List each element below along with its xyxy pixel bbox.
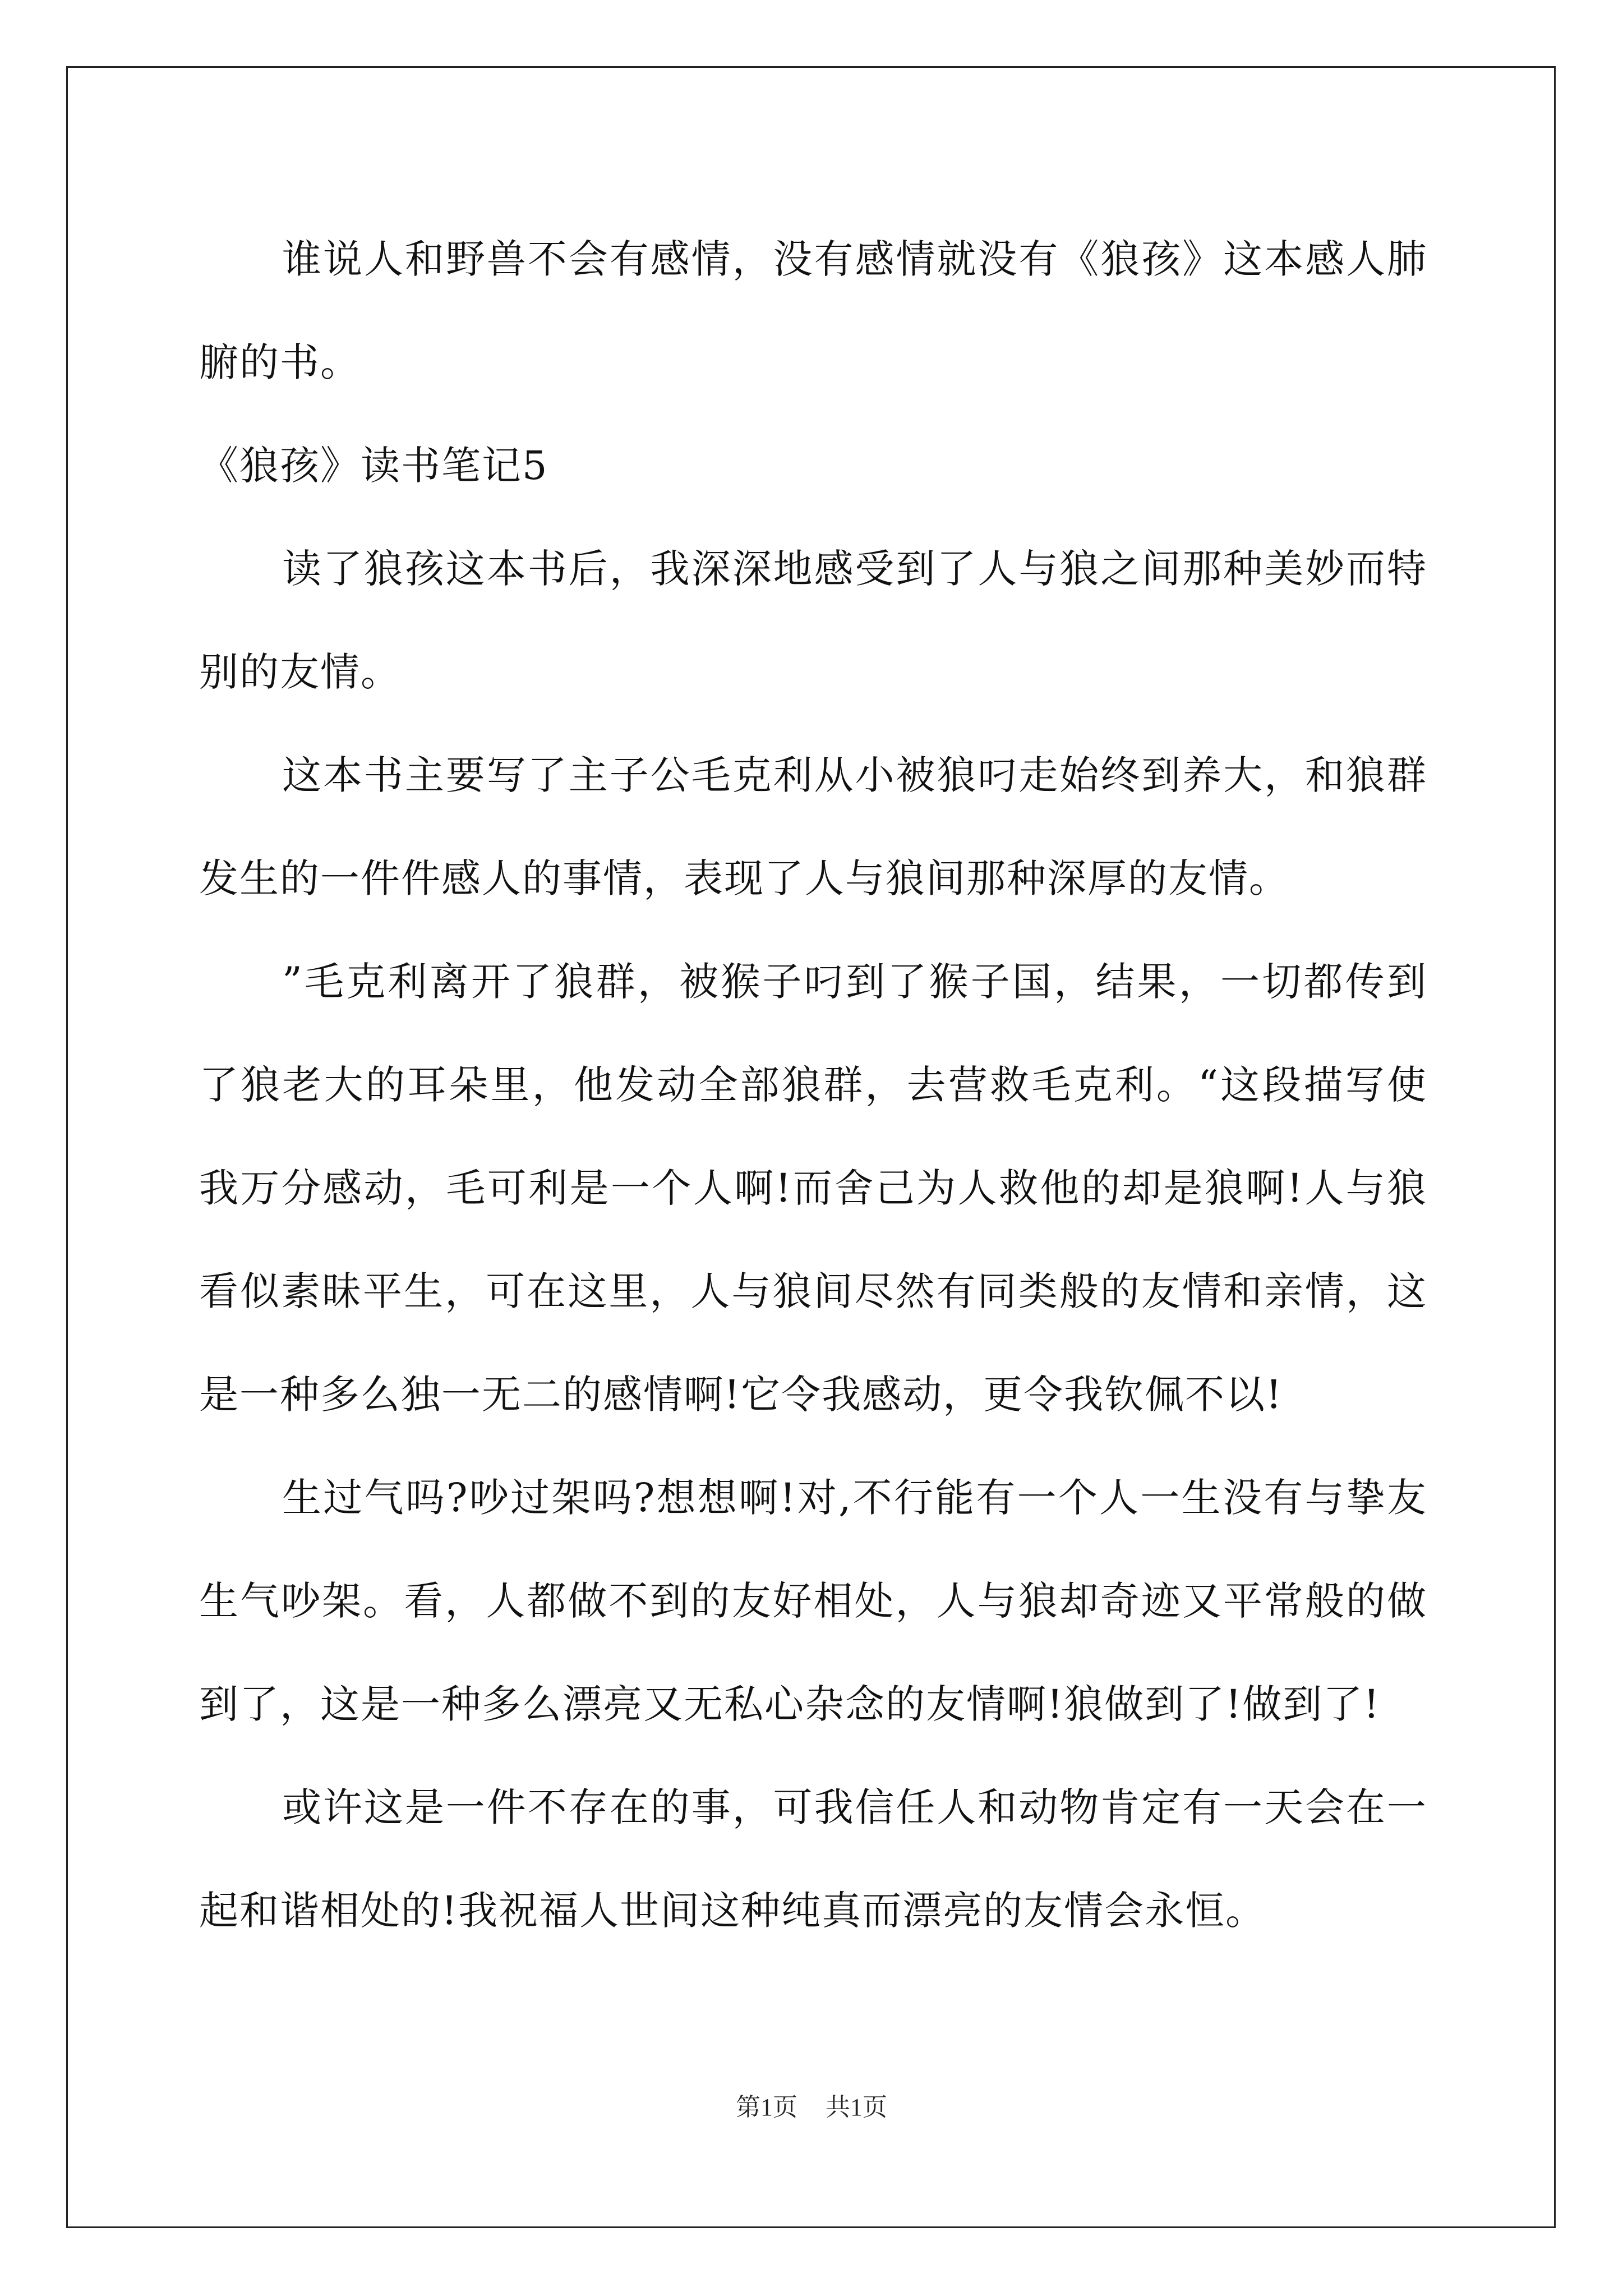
paragraph-4: 生过气吗?吵过架吗?想想啊!对,不行能有一个人一生没有与挚友生气吵架。看，人都做不到的友好相处，人与狼却奇迹又平常般的做到了，这是一种多么漂亮又无私心杂念的友情啊!狼做到了!做到了! xyxy=(199,1475,1427,1727)
paragraph-2: 这本书主要写了主子公毛克利从小被狼叼走始终到养大，和狼群发生的一件件感人的事情，表现了人与狼间那种深厚的友情。 xyxy=(199,752,1427,901)
section-heading: 《狼孩》读书笔记5 xyxy=(199,443,548,489)
paragraph-intro: 谁说人和野兽不会有感情，没有感情就没有《狼孩》这本感人肺腑的书。 xyxy=(199,236,1427,385)
paragraph-5: 或许这是一件不存在的事，可我信任人和动物肯定有一天会在一起和谐相处的!我祝福人世间这种纯真而漂亮的友情会永恒。 xyxy=(199,1784,1427,1934)
page-number: 第1页 xyxy=(736,2093,797,2121)
page-total: 共1页 xyxy=(826,2093,887,2121)
document-body xyxy=(199,208,1427,1962)
paragraph-1: 读了狼孩这本书后，我深深地感受到了人与狼之间那种美妙而特别的友情。 xyxy=(199,546,1427,695)
paragraph-3: ”毛克利离开了狼群，被猴子叼到了猴子国，结果，一切都传到了狼老大的耳朵里，他发动全部狼群，去营救毛克利。“这段描写使我万分感动，毛可利是一个人啊!而舍己为人救他的却是狼啊!人与狼看似素昧平生，可在这里，人与狼间尽然有同类般的友情和亲情，这是一种多么独一无二的感情啊!它令我感动，更令我钦佩不以! xyxy=(199,959,1427,1418)
page-footer xyxy=(0,2087,1623,2123)
